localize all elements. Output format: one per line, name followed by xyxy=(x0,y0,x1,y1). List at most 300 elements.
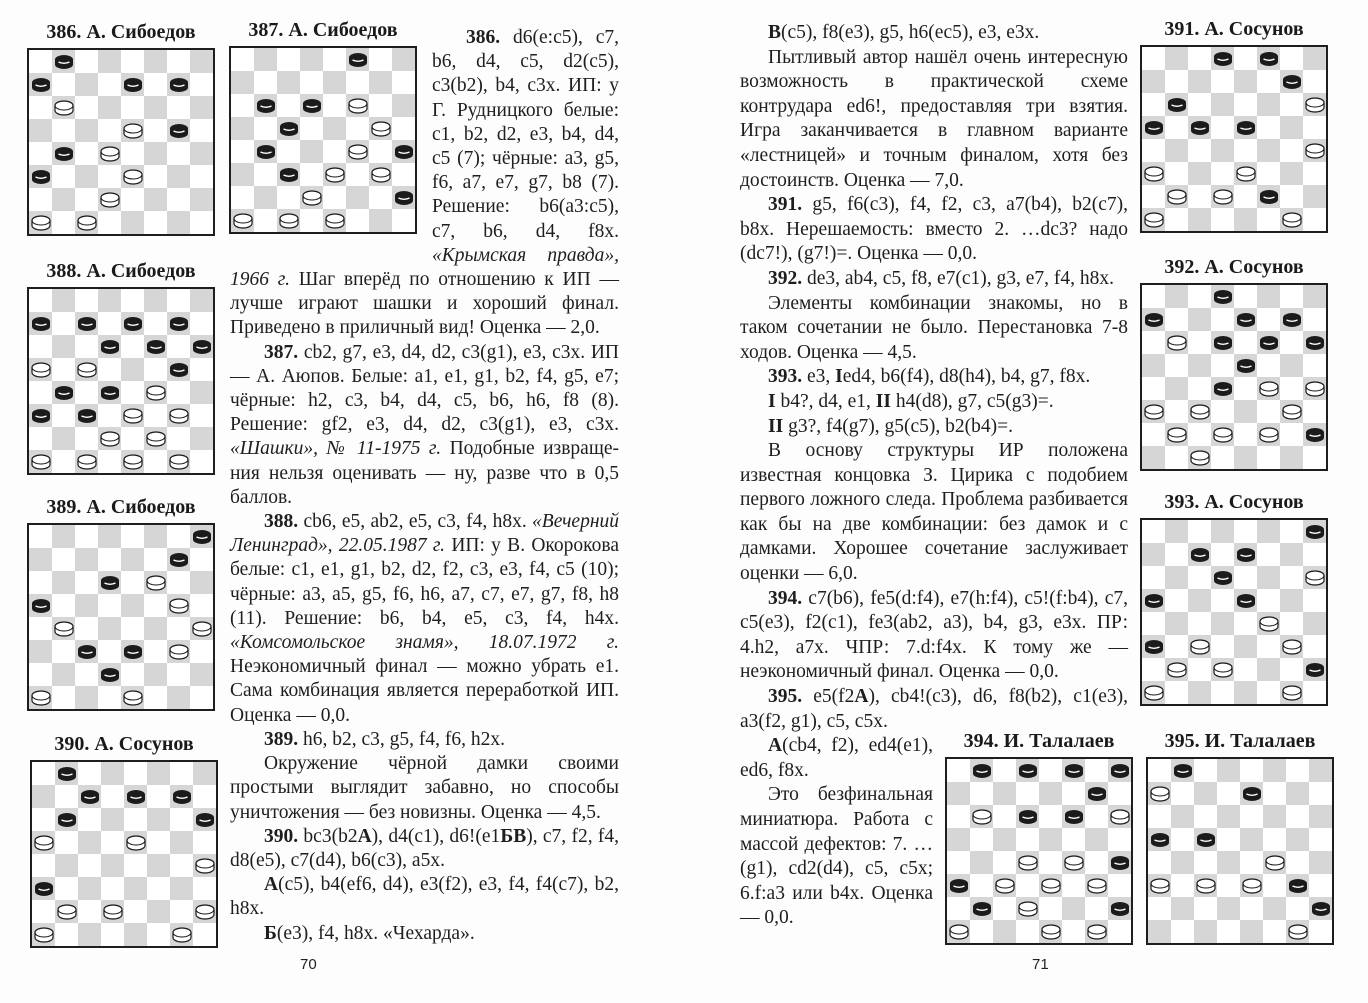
square-c7 xyxy=(1188,70,1211,93)
square-a4 xyxy=(29,381,52,404)
white-piece-icon xyxy=(77,454,97,470)
square-h5 xyxy=(190,594,213,617)
square-g4 xyxy=(1286,851,1309,874)
square-a8 xyxy=(1142,285,1165,308)
bold-text: Б xyxy=(264,922,277,944)
square-e3 xyxy=(1234,400,1257,423)
square-g1 xyxy=(1280,446,1303,469)
square-c7 xyxy=(1194,782,1217,805)
square-c5 xyxy=(1188,589,1211,612)
square-h5 xyxy=(190,358,213,381)
square-a5 xyxy=(32,831,55,854)
square-c7 xyxy=(1188,543,1211,566)
square-f1 xyxy=(147,923,170,946)
square-a6 xyxy=(1148,805,1171,828)
bold-text: 393. xyxy=(768,366,803,388)
black-piece-icon xyxy=(100,339,120,355)
white-piece-icon xyxy=(31,215,51,231)
square-d3 xyxy=(98,404,121,427)
square-a1 xyxy=(1148,920,1171,943)
square-d5 xyxy=(1211,116,1234,139)
bold-text: 389. xyxy=(264,728,299,750)
square-a3 xyxy=(32,877,55,900)
white-piece-icon xyxy=(1087,878,1107,894)
square-g3 xyxy=(170,877,193,900)
paragraph xyxy=(230,341,619,510)
white-piece-icon xyxy=(949,924,969,940)
square-c8 xyxy=(1188,47,1211,70)
square-a7 xyxy=(1142,543,1165,566)
square-a5 xyxy=(1142,116,1165,139)
black-piece-icon xyxy=(54,54,74,70)
square-b2 xyxy=(52,188,75,211)
square-h8 xyxy=(193,762,216,785)
square-c2 xyxy=(1188,185,1211,208)
square-f1 xyxy=(1257,681,1280,704)
text-run: ), cb4!(c3), d6, f8(b2), c1(e3), a3(f2, g1), c5, c5x. xyxy=(740,686,1128,732)
black-piece-icon xyxy=(1213,570,1233,586)
square-e6 xyxy=(1234,566,1257,589)
white-piece-icon xyxy=(1259,616,1279,632)
square-h4 xyxy=(1303,377,1326,400)
square-b2 xyxy=(52,427,75,450)
square-c5 xyxy=(78,831,101,854)
paragraph xyxy=(740,292,1128,366)
square-e4 xyxy=(1234,612,1257,635)
square-d8 xyxy=(1211,47,1234,70)
square-a2 xyxy=(29,663,52,686)
square-g2 xyxy=(1280,423,1303,446)
square-h5 xyxy=(190,119,213,142)
white-piece-icon xyxy=(172,927,192,943)
white-piece-icon xyxy=(31,690,51,706)
square-a3 xyxy=(1148,874,1171,897)
square-a4 xyxy=(1142,612,1165,635)
text-run: cb6, e5, ab2, e5, c3, f4, h8x. xyxy=(298,511,533,533)
text-run: Пытливый автор нашёл очень интересную возможность в практической схеме контрудара ed6!, предоставляя три взятия. Игра заканчивается в главном варианте «лестницей» и точным финалом, хотя без достоинств. Оценка — 7,0. xyxy=(740,46,1128,191)
square-g2 xyxy=(170,900,193,923)
checkers-board xyxy=(1140,518,1328,706)
square-f5 xyxy=(144,358,167,381)
square-d6 xyxy=(101,808,124,831)
diagram-394 xyxy=(945,730,1133,945)
square-b7 xyxy=(970,782,993,805)
square-g8 xyxy=(170,762,193,785)
square-c1 xyxy=(993,920,1016,943)
text-run: Окружение чёрной дамки своими простыми выглядит забавно, но способы уничтожения — без новизны. Оценка — 4,5. xyxy=(230,753,619,823)
square-e1 xyxy=(121,211,144,234)
square-f3 xyxy=(144,404,167,427)
square-h3 xyxy=(193,877,216,900)
square-a4 xyxy=(29,617,52,640)
square-h4 xyxy=(1303,139,1326,162)
black-piece-icon xyxy=(100,385,120,401)
white-piece-icon xyxy=(146,385,166,401)
square-c2 xyxy=(75,427,98,450)
square-c3 xyxy=(1188,400,1211,423)
square-b2 xyxy=(55,900,78,923)
square-g7 xyxy=(1085,782,1108,805)
white-piece-icon xyxy=(103,904,123,920)
square-e3 xyxy=(121,165,144,188)
square-h1 xyxy=(193,923,216,946)
square-b5 xyxy=(52,594,75,617)
square-b4 xyxy=(52,381,75,404)
text-run: bc3(b2 xyxy=(298,825,358,847)
diagram-388 xyxy=(27,260,215,475)
square-d5 xyxy=(101,831,124,854)
paragraph xyxy=(230,752,619,825)
text-run: (e3), f4, h8x. «Чехарда». xyxy=(276,922,475,944)
square-h1 xyxy=(1303,446,1326,469)
text-run: g5, f6(c3), f4, f2, c3, a7(b4), b2(c7), b8x. Нерешаемость: вместо 2. …dc3? надо (dc7!), (g7!)=. Оценка — 0,0. xyxy=(740,194,1128,265)
square-b7 xyxy=(52,548,75,571)
square-g3 xyxy=(1280,635,1303,658)
square-c7 xyxy=(78,785,101,808)
square-g7 xyxy=(167,548,190,571)
white-piece-icon xyxy=(1305,97,1325,113)
square-h6 xyxy=(193,808,216,831)
square-c2 xyxy=(75,188,98,211)
square-b2 xyxy=(52,663,75,686)
square-b6 xyxy=(52,571,75,594)
square-d7 xyxy=(1217,782,1240,805)
square-c5 xyxy=(1194,828,1217,851)
square-e5 xyxy=(121,119,144,142)
square-e5 xyxy=(1039,828,1062,851)
square-c6 xyxy=(1188,331,1211,354)
square-b3 xyxy=(52,640,75,663)
square-f8 xyxy=(1257,285,1280,308)
square-h4 xyxy=(190,617,213,640)
square-b7 xyxy=(1165,308,1188,331)
square-e3 xyxy=(124,877,147,900)
black-piece-icon xyxy=(123,77,143,93)
square-e8 xyxy=(1039,759,1062,782)
square-f3 xyxy=(1257,400,1280,423)
paragraph xyxy=(230,873,619,921)
square-f3 xyxy=(1257,635,1280,658)
square-f7 xyxy=(1257,70,1280,93)
paragraph xyxy=(230,510,619,728)
white-piece-icon xyxy=(34,927,54,943)
square-f8 xyxy=(1263,759,1286,782)
square-c4 xyxy=(993,851,1016,874)
diagram-393 xyxy=(1140,491,1328,706)
square-h8 xyxy=(1303,285,1326,308)
white-piece-icon xyxy=(1305,381,1325,397)
square-d8 xyxy=(1217,759,1240,782)
square-a2 xyxy=(32,900,55,923)
square-e5 xyxy=(121,358,144,381)
white-piece-icon xyxy=(1259,427,1279,443)
square-c4 xyxy=(75,381,98,404)
square-g2 xyxy=(1280,658,1303,681)
square-d1 xyxy=(98,450,121,473)
white-piece-icon xyxy=(146,431,166,447)
square-e7 xyxy=(121,548,144,571)
white-piece-icon xyxy=(1236,166,1256,182)
square-f1 xyxy=(1257,446,1280,469)
square-d6 xyxy=(1211,93,1234,116)
square-h5 xyxy=(1108,828,1131,851)
square-c8 xyxy=(75,525,98,548)
diagram-title: 393. А. Сосунов xyxy=(1164,491,1304,513)
square-f1 xyxy=(144,450,167,473)
square-e8 xyxy=(121,289,144,312)
square-d5 xyxy=(1211,354,1234,377)
text-run: e3, xyxy=(802,366,836,388)
square-d4 xyxy=(98,617,121,640)
paragraph xyxy=(740,193,1128,267)
square-e8 xyxy=(121,50,144,73)
diagram-389 xyxy=(27,496,215,711)
square-c3 xyxy=(993,874,1016,897)
black-piece-icon xyxy=(1110,855,1130,871)
black-piece-icon xyxy=(1150,832,1170,848)
square-f2 xyxy=(1263,897,1286,920)
white-piece-icon xyxy=(123,408,143,424)
square-a5 xyxy=(1148,828,1171,851)
square-f1 xyxy=(144,686,167,709)
square-g8 xyxy=(1280,47,1303,70)
square-d6 xyxy=(98,571,121,594)
black-piece-icon xyxy=(100,667,120,683)
square-c8 xyxy=(993,759,1016,782)
square-h3 xyxy=(190,640,213,663)
square-d1 xyxy=(98,211,121,234)
white-piece-icon xyxy=(1190,639,1210,655)
text-run: Неэкономичный финал — можно убрать e1. Сама комбинация является переработкой ИП. Оценка — 0,0. xyxy=(230,656,619,726)
square-f2 xyxy=(144,663,167,686)
bold-text: II xyxy=(875,390,891,412)
black-piece-icon xyxy=(1110,763,1130,779)
square-f5 xyxy=(1257,589,1280,612)
diagram-title: 395. И. Талалаев xyxy=(1164,730,1316,752)
square-b4 xyxy=(1165,612,1188,635)
square-g7 xyxy=(1286,782,1309,805)
checkers-board xyxy=(1140,45,1328,233)
black-piece-icon xyxy=(1259,335,1279,351)
square-g1 xyxy=(1280,681,1303,704)
square-e1 xyxy=(1234,681,1257,704)
bold-text: В xyxy=(768,22,782,43)
square-b5 xyxy=(52,358,75,381)
square-h7 xyxy=(1108,782,1131,805)
square-h4 xyxy=(1108,851,1131,874)
text-run: Элементы комбинации знакомы, но в таком сочетании не было. Перестановка 7-8 ходов. Оценка — 4,5. xyxy=(740,292,1128,363)
square-g1 xyxy=(1085,920,1108,943)
square-f4 xyxy=(1257,377,1280,400)
square-d4 xyxy=(98,381,121,404)
square-a3 xyxy=(29,165,52,188)
square-f4 xyxy=(144,142,167,165)
square-d2 xyxy=(98,663,121,686)
square-b3 xyxy=(1165,162,1188,185)
square-c8 xyxy=(75,50,98,73)
white-piece-icon xyxy=(1144,685,1164,701)
square-d6 xyxy=(1016,805,1039,828)
black-piece-icon xyxy=(169,77,189,93)
paragraph xyxy=(740,439,1128,587)
white-piece-icon xyxy=(123,454,143,470)
square-d1 xyxy=(101,923,124,946)
square-f6 xyxy=(144,571,167,594)
square-e1 xyxy=(121,450,144,473)
black-piece-icon xyxy=(1213,381,1233,397)
square-b3 xyxy=(1165,400,1188,423)
black-piece-icon xyxy=(1242,786,1262,802)
diagram-395 xyxy=(1146,730,1334,945)
square-f7 xyxy=(1062,782,1085,805)
text-run: cb2, g7, e3, d4, d2, c3(g1), e3, c3x. ИП — А. Аюпов. Белые: a1, e1, g1, b2, f4, g5, e7; чёрные: h2, c3, b4, d4, c5, b6, h6, f8 (8). Решение: gf2, e3, d4, d2, c3(g1), e3, c3x. xyxy=(230,341,619,436)
square-e4 xyxy=(1039,851,1062,874)
square-d6 xyxy=(98,335,121,358)
square-d1 xyxy=(1016,920,1039,943)
black-piece-icon xyxy=(1196,832,1216,848)
square-a6 xyxy=(29,571,52,594)
white-piece-icon xyxy=(1018,901,1038,917)
left-page-text xyxy=(230,26,619,946)
white-piece-icon xyxy=(195,858,215,874)
square-b6 xyxy=(52,96,75,119)
white-piece-icon xyxy=(1213,189,1233,205)
white-piece-icon xyxy=(1305,143,1325,159)
square-b5 xyxy=(1165,116,1188,139)
square-d3 xyxy=(1211,635,1234,658)
square-g8 xyxy=(167,289,190,312)
square-e2 xyxy=(1234,423,1257,446)
paragraph xyxy=(230,728,619,752)
square-h7 xyxy=(1309,782,1332,805)
black-piece-icon xyxy=(77,316,97,332)
square-d3 xyxy=(1211,162,1234,185)
square-h2 xyxy=(1303,658,1326,681)
square-f3 xyxy=(1263,874,1286,897)
black-piece-icon xyxy=(1213,51,1233,67)
square-c6 xyxy=(75,571,98,594)
white-piece-icon xyxy=(1064,855,1084,871)
square-a8 xyxy=(947,759,970,782)
square-g1 xyxy=(170,923,193,946)
square-d2 xyxy=(101,900,124,923)
square-d7 xyxy=(1211,543,1234,566)
square-d6 xyxy=(98,96,121,119)
square-b3 xyxy=(1165,635,1188,658)
square-c7 xyxy=(75,312,98,335)
square-f6 xyxy=(144,96,167,119)
square-f2 xyxy=(1257,185,1280,208)
square-c1 xyxy=(78,923,101,946)
square-h5 xyxy=(1309,828,1332,851)
square-e2 xyxy=(1234,658,1257,681)
square-a8 xyxy=(32,762,55,785)
white-piece-icon xyxy=(31,362,51,378)
text-run: de3, ab4, c5, f8, e7(c1), g3, e7, f4, h8x. xyxy=(802,267,1115,289)
square-d2 xyxy=(98,427,121,450)
diagram-391 xyxy=(1140,18,1328,233)
square-h8 xyxy=(1303,520,1326,543)
square-g5 xyxy=(167,594,190,617)
square-c3 xyxy=(78,877,101,900)
square-h1 xyxy=(190,686,213,709)
square-b5 xyxy=(55,831,78,854)
text-run: Это безфинальная миниатюра. Работа с массой дефектов: 7. …(g1), cd2(d4), c5, c5x; 6.f:a3 или b4x. Оценка — 0,0. xyxy=(740,784,933,929)
square-f4 xyxy=(1257,612,1280,635)
square-e5 xyxy=(1234,116,1257,139)
square-a2 xyxy=(29,427,52,450)
square-d3 xyxy=(101,877,124,900)
square-e3 xyxy=(1039,874,1062,897)
square-c5 xyxy=(1188,354,1211,377)
white-piece-icon xyxy=(1305,570,1325,586)
text-run: h4(d8), g7, c5(g3)=. xyxy=(890,390,1054,412)
square-e2 xyxy=(124,900,147,923)
white-piece-icon xyxy=(31,454,51,470)
square-f6 xyxy=(1257,93,1280,116)
white-piece-icon xyxy=(1190,450,1210,466)
square-f4 xyxy=(1062,851,1085,874)
square-e6 xyxy=(1234,331,1257,354)
square-g5 xyxy=(1286,828,1309,851)
white-piece-icon xyxy=(123,690,143,706)
black-piece-icon xyxy=(126,789,146,805)
square-h2 xyxy=(1303,185,1326,208)
square-g3 xyxy=(1280,400,1303,423)
square-b2 xyxy=(1165,423,1188,446)
square-b6 xyxy=(1165,331,1188,354)
square-e5 xyxy=(1234,589,1257,612)
square-g6 xyxy=(167,571,190,594)
square-d2 xyxy=(98,188,121,211)
square-f8 xyxy=(144,50,167,73)
black-piece-icon xyxy=(1144,312,1164,328)
square-b6 xyxy=(1165,566,1188,589)
black-piece-icon xyxy=(1144,593,1164,609)
square-f6 xyxy=(1257,331,1280,354)
bold-text: 388. xyxy=(264,511,299,533)
square-e8 xyxy=(1234,47,1257,70)
square-c8 xyxy=(1194,759,1217,782)
square-b6 xyxy=(52,335,75,358)
diagram-title: 389. А. Сибоедов xyxy=(46,496,196,518)
square-d5 xyxy=(98,119,121,142)
square-d4 xyxy=(98,142,121,165)
square-h3 xyxy=(1303,635,1326,658)
black-piece-icon xyxy=(1144,639,1164,655)
square-c7 xyxy=(1188,308,1211,331)
square-b3 xyxy=(55,877,78,900)
square-a4 xyxy=(29,142,52,165)
square-a3 xyxy=(1142,400,1165,423)
white-piece-icon xyxy=(1167,427,1187,443)
square-c5 xyxy=(993,828,1016,851)
square-f5 xyxy=(1257,354,1280,377)
square-g4 xyxy=(167,381,190,404)
square-b8 xyxy=(52,525,75,548)
paragraph xyxy=(740,46,1128,194)
square-b3 xyxy=(52,165,75,188)
square-d3 xyxy=(1217,874,1240,897)
square-a3 xyxy=(947,874,970,897)
square-e6 xyxy=(1234,93,1257,116)
square-b4 xyxy=(970,851,993,874)
black-piece-icon xyxy=(1236,312,1256,328)
square-e5 xyxy=(1234,354,1257,377)
square-f8 xyxy=(144,525,167,548)
diagram-title: 391. А. Сосунов xyxy=(1164,18,1304,40)
square-a2 xyxy=(29,188,52,211)
